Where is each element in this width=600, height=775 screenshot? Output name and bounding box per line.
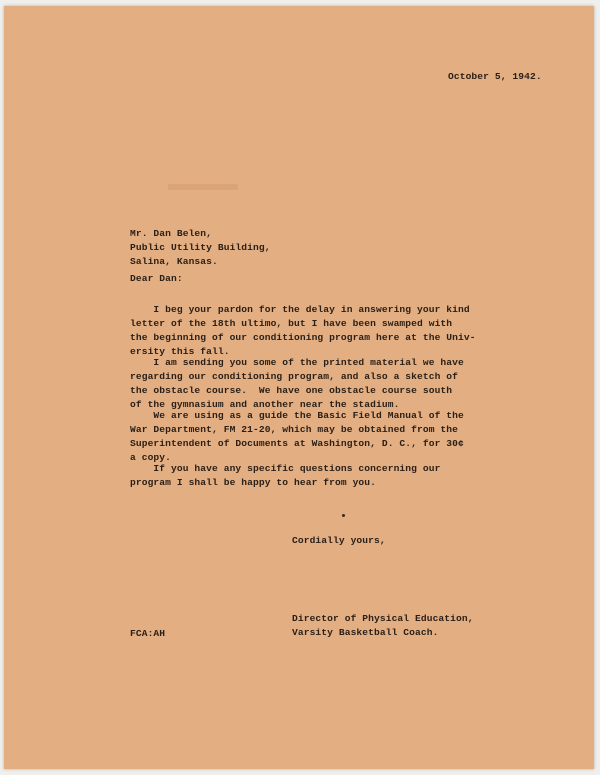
text-line: of the gymnasium and another near the stadium. (130, 399, 400, 410)
salutation: Dear Dan: (130, 273, 183, 284)
text-line: I am sending you some of the printed material we have (130, 357, 464, 368)
title-line: Director of Physical Education, (292, 613, 474, 624)
paragraph-1 (130, 303, 476, 359)
recipient-address (130, 227, 271, 269)
text-line: I beg your pardon for the delay in answering your kind (130, 304, 470, 315)
ink-dot (342, 514, 345, 517)
address-line: Public Utility Building, (130, 242, 271, 253)
text-line: a copy. (130, 452, 172, 463)
faint-mark (168, 184, 238, 190)
closing: Cordially yours, (292, 535, 386, 546)
address-line: Salina, Kansas. (130, 256, 218, 267)
text-line: If you have any specific questions concerning our (130, 463, 441, 474)
text-line: regarding our conditioning program, and also a sketch of (130, 371, 459, 382)
letter-page (4, 6, 594, 769)
text-line: letter of the 18th ultimo, but I have been swamped with (130, 318, 453, 329)
letter-date: October 5, 1942. (448, 71, 542, 82)
text-line: War Department, FM 21-20, which may be obtained from the (130, 424, 459, 435)
signature-title (292, 612, 474, 640)
text-line: the obstacle course. We have one obstacle course south (130, 385, 453, 396)
text-line: the beginning of our conditioning program here at the Univ- (130, 332, 476, 343)
paragraph-4 (130, 462, 440, 490)
text-line: program I shall be happy to hear from you. (130, 477, 377, 488)
text-line: We are using as a guide the Basic Field Manual of the (130, 410, 464, 421)
paragraph-3 (130, 409, 464, 465)
paragraph-2 (130, 356, 464, 412)
reference-initials: FCA:AH (130, 628, 166, 639)
text-line: ersity this fall. (130, 346, 230, 357)
text-line: Superintendent of Documents at Washington, D. C., for 30¢ (130, 438, 464, 449)
address-line: Mr. Dan Belen, (130, 228, 213, 239)
title-line: Varsity Basketball Coach. (292, 627, 439, 638)
